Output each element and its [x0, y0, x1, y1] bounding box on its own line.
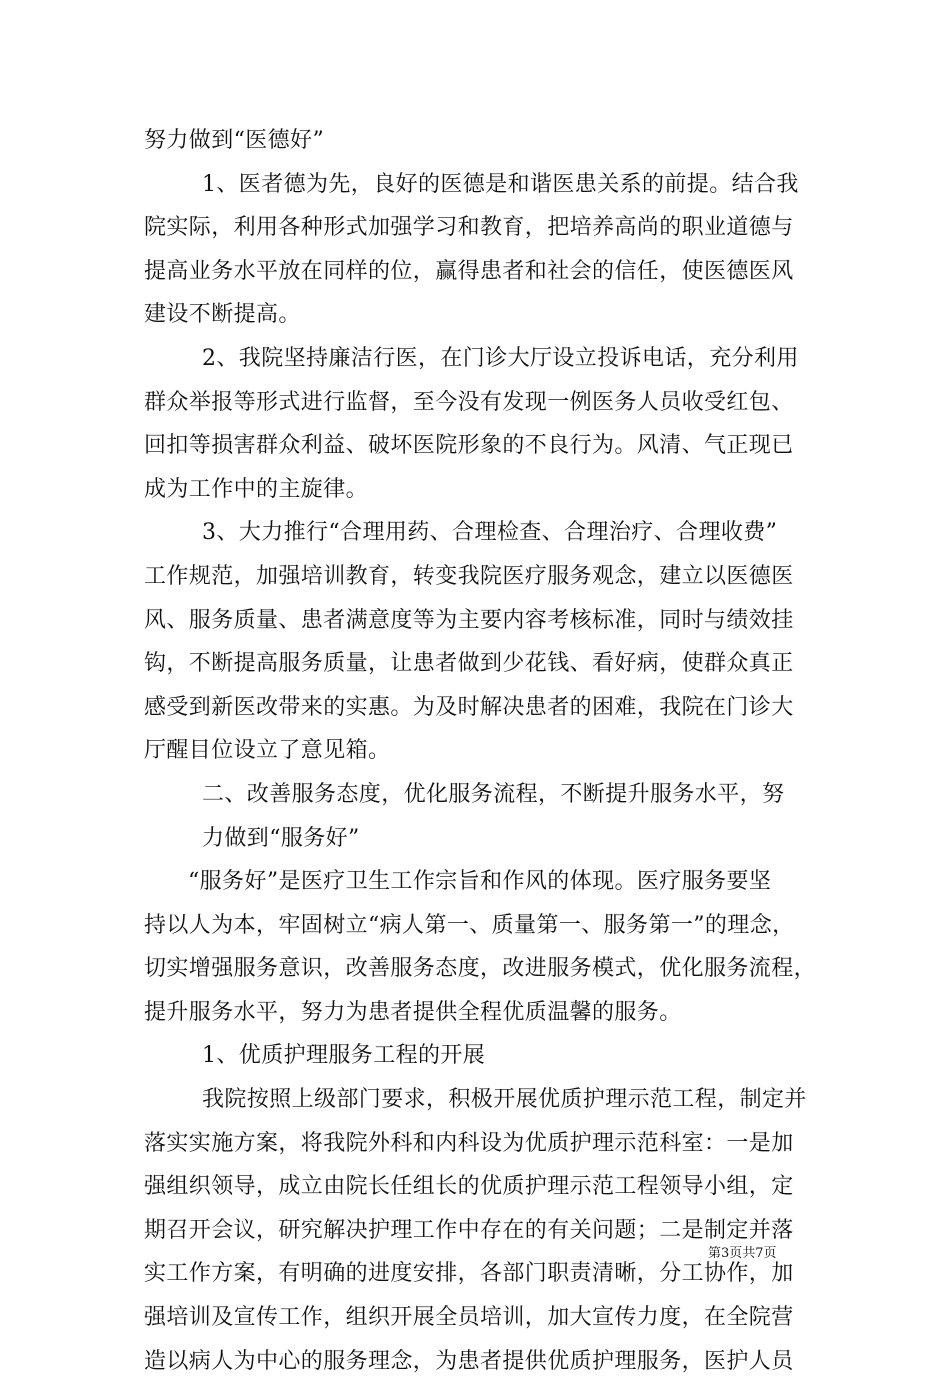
text-line: 工作规范，加强培训教育，转变我院医疗服务观念，建立以医德医 [144, 563, 794, 589]
text-line: 1、医者德为先，良好的医德是和谐医患关系的前提。结合我 [202, 171, 799, 197]
text-line: 提高业务水平放在同样的位，赢得患者和社会的信任，使医德医风 [144, 258, 794, 284]
text-line: 我院按照上级部门要求，积极开展优质护理示范工程，制定并 [202, 1087, 807, 1113]
text-line: 院实际，利用各种形式加强学习和教育，把培养高尚的职业道德与 [144, 215, 794, 241]
text-line: 努力做到“医德好” [144, 128, 325, 153]
text-line: 强组织领导，成立由院长任组长的优质护理示范工程领导小组，定 [144, 1174, 794, 1200]
text-line: 实工作方案，有明确的进度安排，各部门职责清晰，分工协作，加 [144, 1261, 794, 1287]
text-line: 成为工作中的主旋律。 [144, 476, 369, 502]
text-line: 2、我院坚持廉洁行医，在门诊大厅设立投诉电话，充分利用 [202, 345, 799, 371]
text-line: 期召开会议，研究解决护理工作中存在的有关问题；二是制定并落 [144, 1217, 794, 1243]
text-line: 回扣等损害群众利益、破坏医院形象的不良行为。风清、气正现已 [144, 433, 794, 459]
text-line: 持以人为本，牢固树立“病人第一、质量第一、服务第一”的理念， [144, 912, 795, 938]
text-line: 落实实施方案，将我院外科和内科设为优质护理示范科室：一是加 [144, 1130, 794, 1156]
text-line: “服务好”是医疗卫生工作宗旨和作风的体现。医疗服务要坚 [188, 869, 772, 895]
body-text [144, 119, 824, 1383]
text-line: 切实增强服务意识，改善服务态度，改进服务模式，优化服务流程， [144, 956, 817, 982]
page-number-footer: 第3页共7页 [708, 1246, 777, 1261]
text-line: 造以病人为中心的服务理念，为患者提供优质护理服务，医护人员 [144, 1348, 794, 1374]
section-heading-line: 力做到“服务好” [202, 825, 360, 851]
text-line: 建设不断提高。 [144, 302, 301, 328]
text-line: 强培训及宣传工作，组织开展全员培训，加大宣传力度，在全院营 [144, 1305, 794, 1331]
text-line: 3、大力推行“合理用药、合理检查、合理治疗、合理收费” [202, 520, 778, 546]
text-line: 感受到新医改带来的实惠。为及时解决患者的困难，我院在门诊大 [144, 694, 794, 720]
section-heading-line: 二、改善服务态度，优化服务流程，不断提升服务水平，努 [202, 781, 785, 807]
text-line: 钩，不断提高服务质量，让患者做到少花钱、看好病，使群众真正 [144, 651, 794, 677]
text-line: 厅醒目位设立了意见箱。 [144, 738, 391, 764]
subheading-line: 1、优质护理服务工程的开展 [202, 1043, 486, 1069]
text-line: 群众举报等形式进行监督，至今没有发现一例医务人员收受红包、 [144, 389, 794, 415]
text-line: 提升服务水平，努力为患者提供全程优质温馨的服务。 [144, 999, 682, 1025]
text-line: 风、服务质量、患者满意度等为主要内容考核标准，同时与绩效挂 [144, 607, 794, 633]
